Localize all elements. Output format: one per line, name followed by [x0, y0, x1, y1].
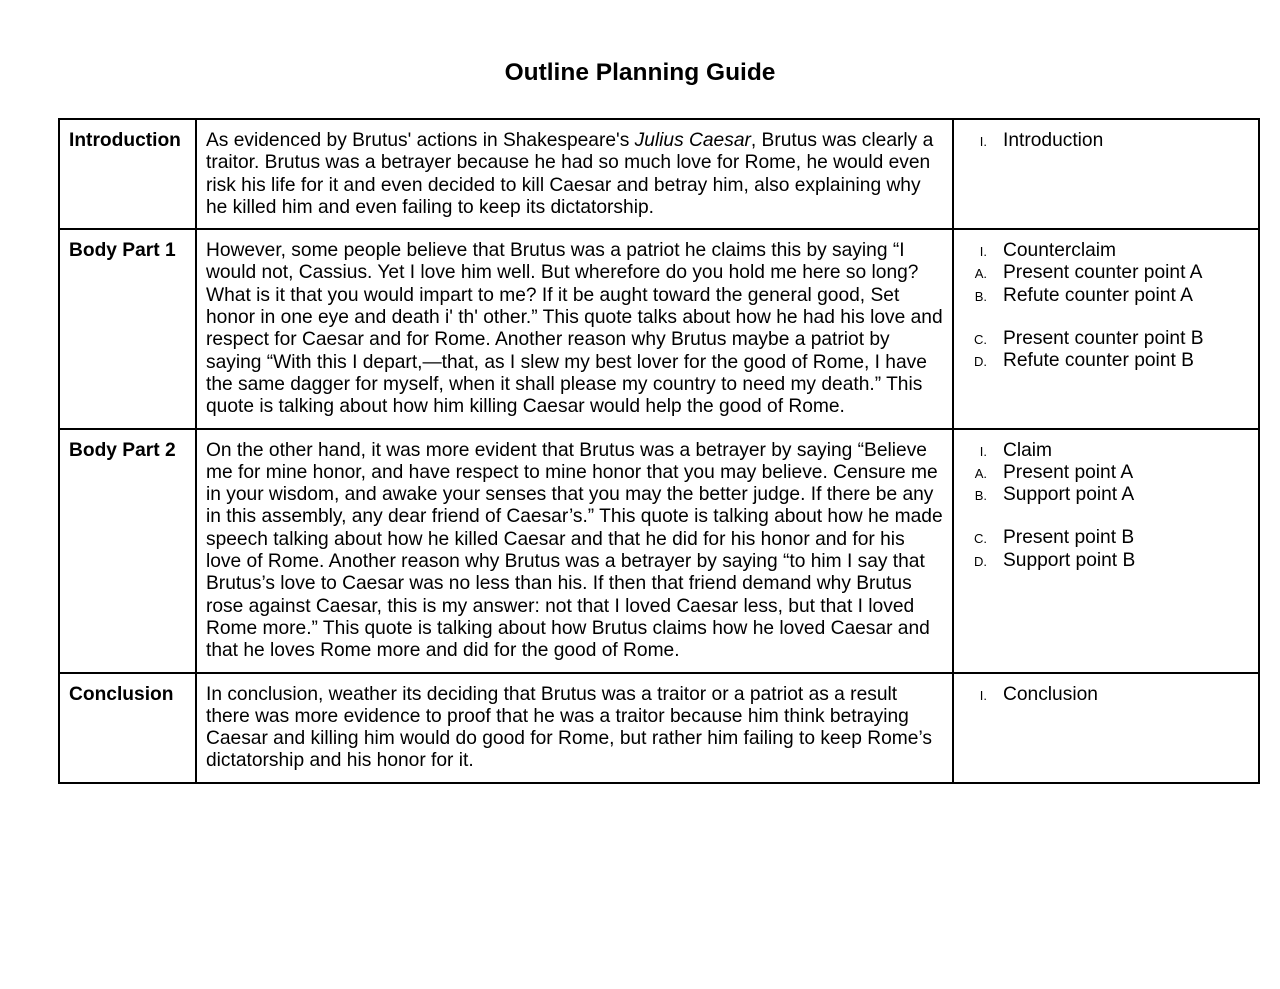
outline-item [963, 130, 1250, 152]
outline-table [58, 118, 1260, 784]
outline-marker: D. [974, 354, 987, 370]
paragraph-text: As evidenced by Brutus' actions in Shakespeare's [206, 130, 635, 151]
outline-introduction [953, 119, 1259, 229]
outline-list [963, 684, 1250, 706]
section-label-introduction: Introduction [59, 119, 196, 229]
page-title: Outline Planning Guide [504, 59, 776, 86]
row-body-part-2 [59, 429, 1259, 673]
outline-item [963, 484, 1250, 506]
row-conclusion [59, 673, 1259, 783]
paragraph-conclusion: In conclusion, weather its deciding that Brutus was a traitor or a patriot as a result there was more evidence to proof that he was a traitor because him think betraying Caesar and killing him would do good for Rome, but rather him failing to keep Rome’s dictatorship and his honor for it. [196, 673, 953, 783]
section-label-body-part-1: Body Part 1 [59, 229, 196, 428]
outline-item-text: Conclusion [1003, 683, 1098, 705]
outline-marker: A. [974, 266, 987, 282]
outline-marker: D. [974, 553, 987, 569]
outline-item-text: Counterclaim [1003, 240, 1117, 262]
book-title-italic: Julius Caesar [634, 130, 751, 151]
outline-body-part-1 [953, 229, 1259, 428]
row-introduction [59, 119, 1259, 229]
outline-item [963, 684, 1250, 706]
outline-item-text: Support point A [1003, 484, 1135, 506]
outline-item [963, 328, 1250, 350]
outline-marker: A. [974, 465, 987, 481]
outline-marker: I. [979, 687, 987, 703]
outline-item-text: Support point B [1003, 549, 1136, 571]
outline-list [963, 440, 1250, 572]
section-label-conclusion: Conclusion [59, 673, 196, 783]
outline-item [963, 550, 1250, 572]
outline-marker: I. [979, 244, 987, 260]
outline-marker: I. [979, 134, 987, 149]
paragraph-body-part-1: However, some people believe that Brutus was a patriot he claims this by saying “I would not, Cassius. Yet I love him well. But wherefore do you hold me here so long? What is it that you would impart to me? If it be aught toward the general good, Set honor in one eye and death i' th' other.” This quote talks about how he had his love and respect for Caesar and for Rome. Another reason why Brutus maybe a patriot by saying “With this I depart,—that, as I slew my best lover for the good of Rome, I have the same dagger for myself, when it shall please my country to need my death.” This quote is talking about how him killing Caesar would help the good of Rome. [196, 229, 953, 428]
outline-marker: B. [974, 288, 987, 304]
outline-marker: B. [974, 488, 987, 504]
outline-item-text: Introduction [1003, 130, 1104, 151]
section-label-body-part-2: Body Part 2 [59, 429, 196, 673]
outline-item-text: Refute counter point A [1003, 284, 1193, 306]
outline-marker: C. [974, 531, 987, 547]
outline-marker: I. [979, 443, 987, 459]
outline-item-text: Present counter point B [1003, 328, 1204, 350]
outline-item [963, 285, 1250, 307]
outline-item [963, 350, 1250, 372]
outline-item [963, 462, 1250, 484]
outline-item [963, 440, 1250, 462]
outline-item-text: Present point A [1003, 461, 1134, 483]
outline-item [963, 240, 1250, 262]
outline-item-text: Claim [1003, 439, 1053, 461]
paragraph-body-part-2: On the other hand, it was more evident that Brutus was a betrayer by saying “Believe me for mine honor, and have respect to mine honor that you may believe. Censure me in your wisdom, and awake your senses that you may the better judge. If there be any in this assembly, any dear friend of Caesar’s.” This quote is talking about how he made speech talking about how he killed Caesar and that he did for his honor and for his love of Rome. Another reason why Brutus was a betrayer by saying “to him I say that Brutus’s love to Caesar was no less than his. If then that friend demand why Brutus rose against Caesar, this is my answer: not that I loved Caesar less, but that I loved Rome more.” This quote is talking about how Brutus claims how he loved Caesar and that he loves Rome more and did for the good of Rome. [196, 429, 953, 673]
outline-item-text: Present counter point A [1003, 262, 1203, 284]
outline-list [963, 240, 1250, 372]
outline-marker: C. [974, 332, 987, 348]
outline-item [963, 527, 1250, 549]
outline-conclusion [953, 673, 1259, 783]
row-body-part-1 [59, 229, 1259, 428]
outline-item-text: Present point B [1003, 527, 1135, 549]
paragraph-introduction [196, 119, 953, 229]
outline-item-text: Refute counter point B [1003, 350, 1194, 372]
paragraph-text: , Brutus was clearly a traitor. Brutus was a betrayer because he had so much love for Rome, he would even risk his life for it and even decided to kill Caesar and betray him, also explaining why he killed him and even failing to keep its dictatorship. [206, 130, 934, 218]
outline-list [963, 130, 1250, 152]
outline-item [963, 262, 1250, 284]
outline-body-part-2 [953, 429, 1259, 673]
